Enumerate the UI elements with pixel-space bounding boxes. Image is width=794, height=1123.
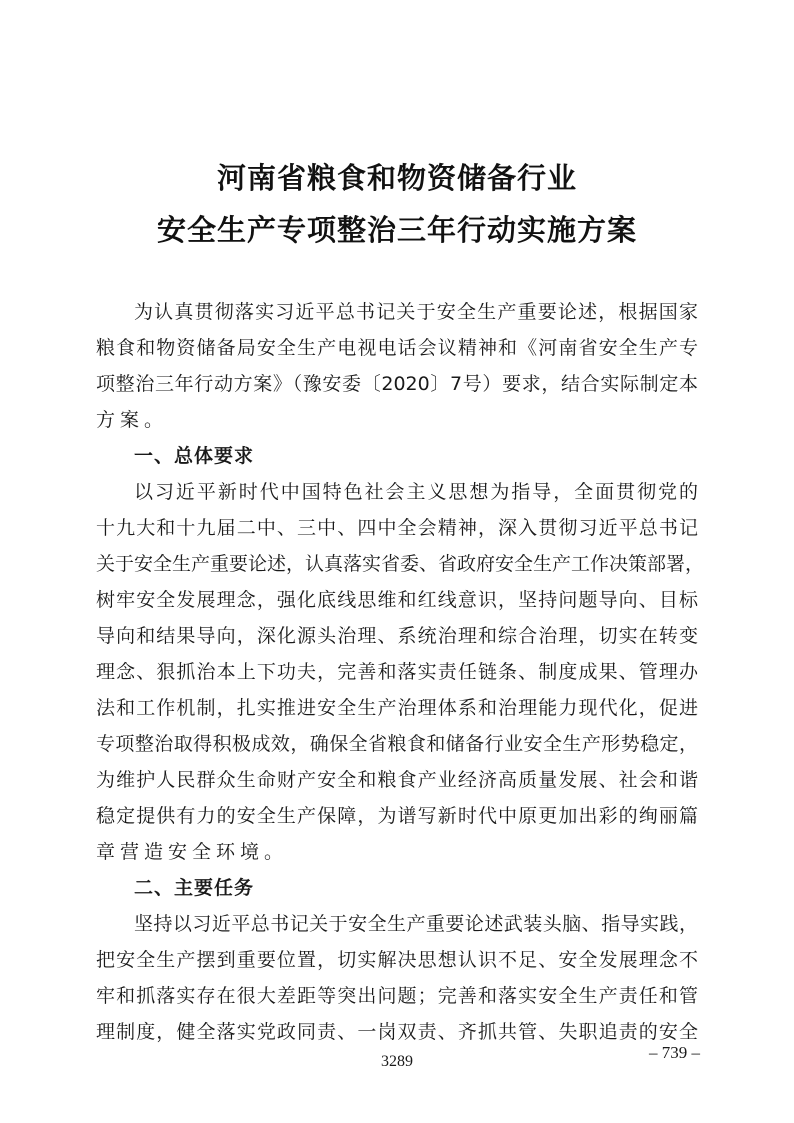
document-number: 3289 xyxy=(381,1053,413,1070)
document-title-line-2: 安全生产专项整治三年行动实施方案 xyxy=(156,213,637,247)
body-line: 为认真贯彻落实习近平总书记关于安全生产重要论述，根据国家 xyxy=(134,301,698,323)
page-number: – 739 – xyxy=(649,1043,700,1062)
body-line: 项整治三年行动方案》（豫安委〔2020〕7号）要求，结合实际制定本 xyxy=(96,373,698,395)
body-line: 专项整治取得积极成效，确保全省粮食和储备行业安全生产形势稳定， xyxy=(96,733,698,755)
body-line: 树牢安全发展理念，强化底线思维和红线意识，坚持问题导向、目标 xyxy=(96,589,698,611)
section-heading: 二、主要任务 xyxy=(134,877,255,899)
document-title-line-1: 河南省粮食和物资储备行业 xyxy=(216,161,577,195)
section-heading: 一、总体要求 xyxy=(134,445,255,467)
body-line: 章营造安全环境。 xyxy=(96,841,289,863)
body-line: 导向和结果导向，深化源头治理、系统治理和综合治理，切实在转变 xyxy=(96,625,698,647)
body-line: 粮食和物资储备局安全生产电视电话会议精神和《河南省安全生产专 xyxy=(96,337,698,359)
body-line: 以习近平新时代中国特色社会主义思想为指导，全面贯彻党的 xyxy=(134,481,698,503)
body-line: 把安全生产摆到重要位置，切实解决思想认识不足、安全发展理念不 xyxy=(96,949,698,971)
body-line: 牢和抓落实存在很大差距等突出问题；完善和落实安全生产责任和管 xyxy=(96,985,698,1007)
body-line: 法和工作机制，扎实推进安全生产治理体系和治理能力现代化，促进 xyxy=(96,697,698,719)
body-line: 理念、狠抓治本上下功夫，完善和落实责任链条、制度成果、管理办 xyxy=(96,661,698,683)
body-line: 理制度，健全落实党政同责、一岗双责、齐抓共管、失职追责的安全 xyxy=(96,1021,698,1043)
body-line: 方案。 xyxy=(96,409,169,431)
body-line: 稳定提供有力的安全生产保障，为谱写新时代中原更加出彩的绚丽篇 xyxy=(96,805,698,827)
body-line: 为维护人民群众生命财产安全和粮食产业经济高质量发展、社会和谐 xyxy=(96,769,698,791)
body-line: 坚持以习近平总书记关于安全生产重要论述武装头脑、指导实践， xyxy=(134,913,698,935)
body-line: 关于安全生产重要论述，认真落实省委、省政府安全生产工作决策部署， xyxy=(96,553,705,575)
body-line: 十九大和十九届二中、三中、四中全会精神，深入贯彻习近平总书记 xyxy=(96,517,698,539)
